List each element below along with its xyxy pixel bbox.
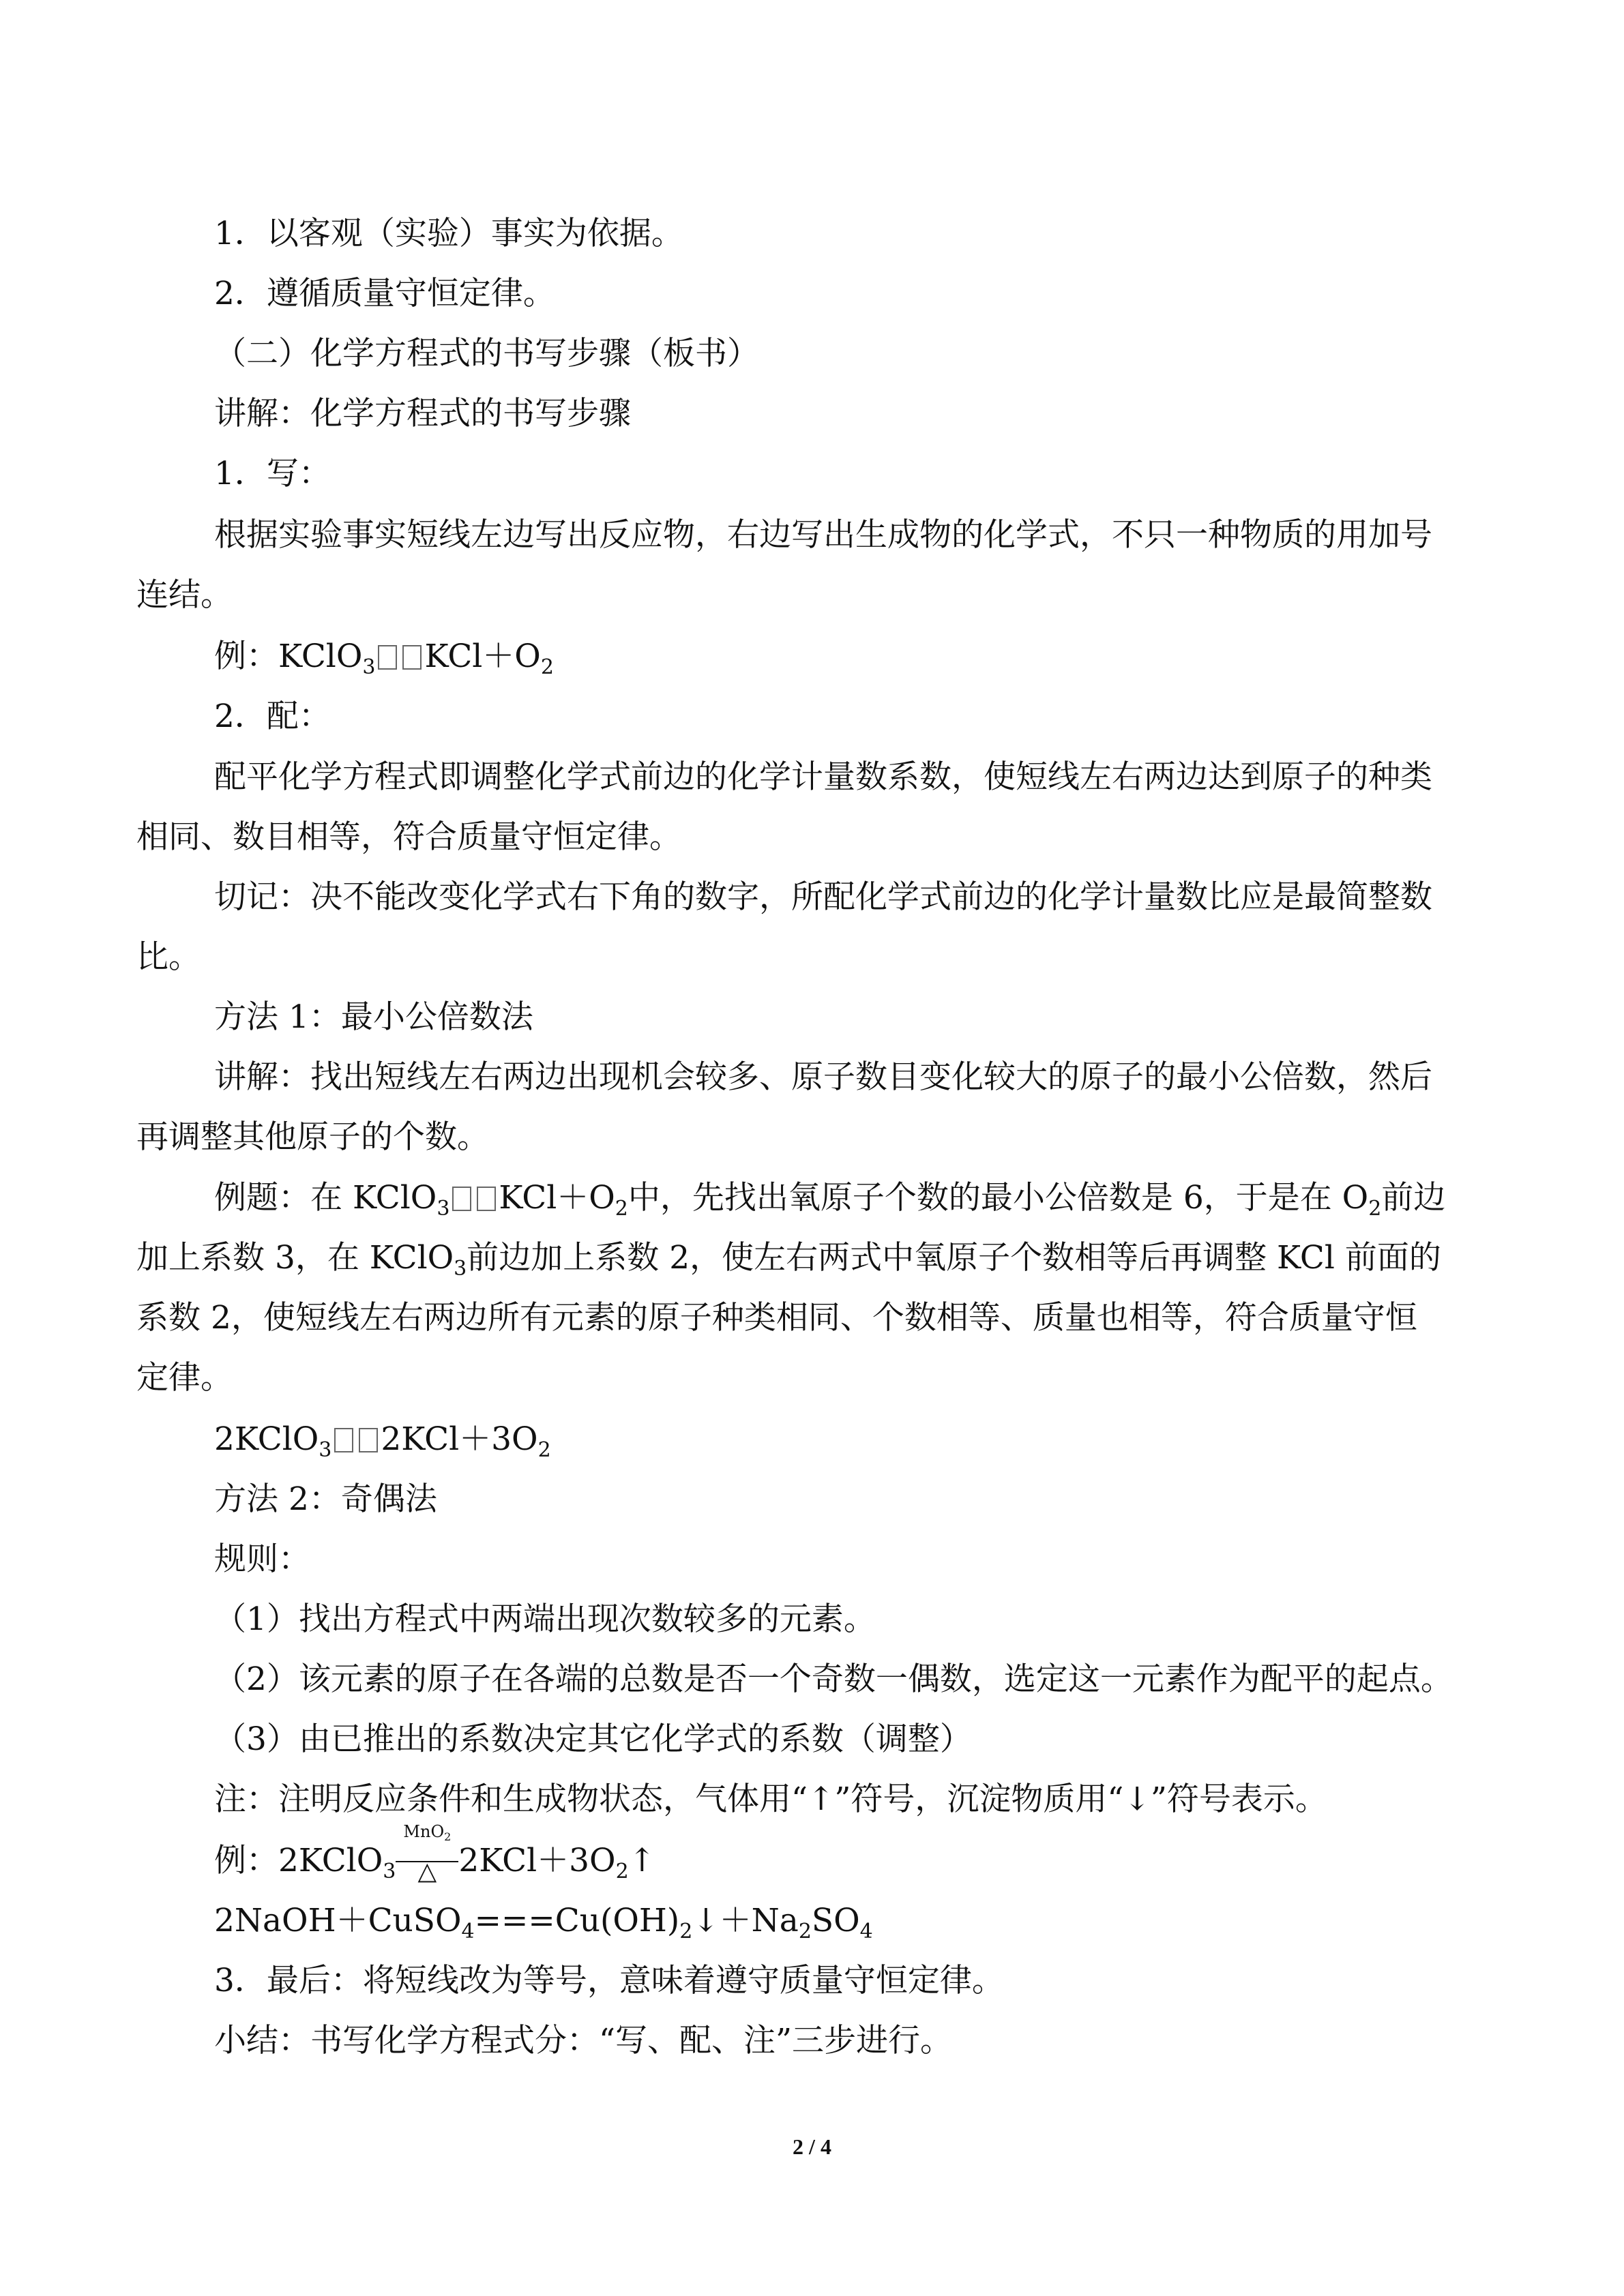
box-placeholder bbox=[402, 645, 422, 670]
text-line: 定律。 bbox=[136, 1359, 233, 1397]
text-line: 规则： bbox=[214, 1540, 310, 1578]
text-line: 比。 bbox=[136, 938, 201, 976]
list-item: （3）由已推出的系数决定其它化学式的系数（调整） bbox=[214, 1720, 972, 1758]
text-line: 讲解：化学方程式的书写步骤 bbox=[214, 395, 631, 432]
section-heading: （二）化学方程式的书写步骤（板书） bbox=[214, 335, 759, 372]
box-placeholder bbox=[378, 645, 397, 670]
text-line: 方法 1：最小公倍数法 bbox=[214, 998, 533, 1036]
box-placeholder bbox=[452, 1187, 471, 1211]
text-line: 注：注明反应条件和生成物状态，气体用“↑”符号，沉淀物质用“↓”符号表示。 bbox=[214, 1780, 1327, 1818]
box-placeholder bbox=[477, 1187, 496, 1211]
text-line: 切记：决不能改变化学式右下角的数字，所配化学式前边的化学计量数比应是最简整数 bbox=[214, 878, 1432, 916]
equation-line: 例：KClO$_3$ $KCl+O_2$ bbox=[214, 638, 554, 679]
box-placeholder bbox=[334, 1428, 353, 1452]
text-line: 连结。 bbox=[136, 576, 233, 614]
box-placeholder bbox=[359, 1428, 378, 1452]
text-line: 1．以客观（实验）事实为依据。 bbox=[214, 215, 683, 252]
equation-line: $2NaOH+CuSO_4===Cu(OH)_2↓+Na_2SO_4$ bbox=[214, 1902, 873, 1943]
text-line: 讲解：找出短线左右两边出现机会较多、原子数目变化较大的原子的最小公倍数，然后 bbox=[214, 1058, 1432, 1096]
text-line: 方法 2：奇偶法 bbox=[214, 1480, 437, 1518]
summary-line: 小结：书写化学方程式分：“写、配、注”三步进行。 bbox=[214, 2022, 953, 2059]
page-number: 2 / 4 bbox=[793, 2134, 831, 2159]
text-line: 2．遵循质量守恒定律。 bbox=[214, 275, 555, 312]
text-line: 1．写： bbox=[214, 455, 331, 492]
equation-line: 2KClO$_3$ $2KCl+3O_2$ bbox=[214, 1420, 551, 1462]
text-line: 根据实验事实短线左边写出反应物，右边写出生成物的化学式，不只一种物质的用加号 bbox=[214, 516, 1432, 554]
text-line: 系数 2，使短线左右两边所有元素的原子种类相同、个数相等、质量也相等，符合质量守恒 bbox=[136, 1299, 1417, 1337]
reaction-condition: MnO$_2$ △ bbox=[396, 1840, 458, 1881]
equation-line: 例：2KClO$_3$ MnO$_2$ △ $2KCl+3O_2↑$ bbox=[214, 1822, 656, 1885]
list-item: （2）该元素的原子在各端的总数是否一个奇数一偶数，选定这一元素作为配平的起点。 bbox=[214, 1660, 1453, 1698]
example-line: 加上系数 3，在 KClO$_3$前边加上系数 2，使左右两式中氧原子个数相等后再调整 KCl 前面的 bbox=[136, 1239, 1441, 1281]
text-line: 相同、数目相等，符合质量守恒定律。 bbox=[136, 818, 681, 856]
text-line: 2．配： bbox=[214, 698, 331, 735]
text-line: 3．最后：将短线改为等号，意味着遵守质量守恒定律。 bbox=[214, 1962, 1004, 1999]
text-line: 再调整其他原子的个数。 bbox=[136, 1118, 489, 1156]
text-line: 配平化学方程式即调整化学式前边的化学计量数系数，使短线左右两边达到原子的种类 bbox=[214, 758, 1432, 796]
example-line: 例题：在 KClO$_3$ $KCl+O_2$中，先找出氧原子个数的最小公倍数是 6，于是在 $O_2$前边 bbox=[214, 1179, 1446, 1221]
list-item: （1）找出方程式中两端出现次数较多的元素。 bbox=[214, 1600, 876, 1638]
